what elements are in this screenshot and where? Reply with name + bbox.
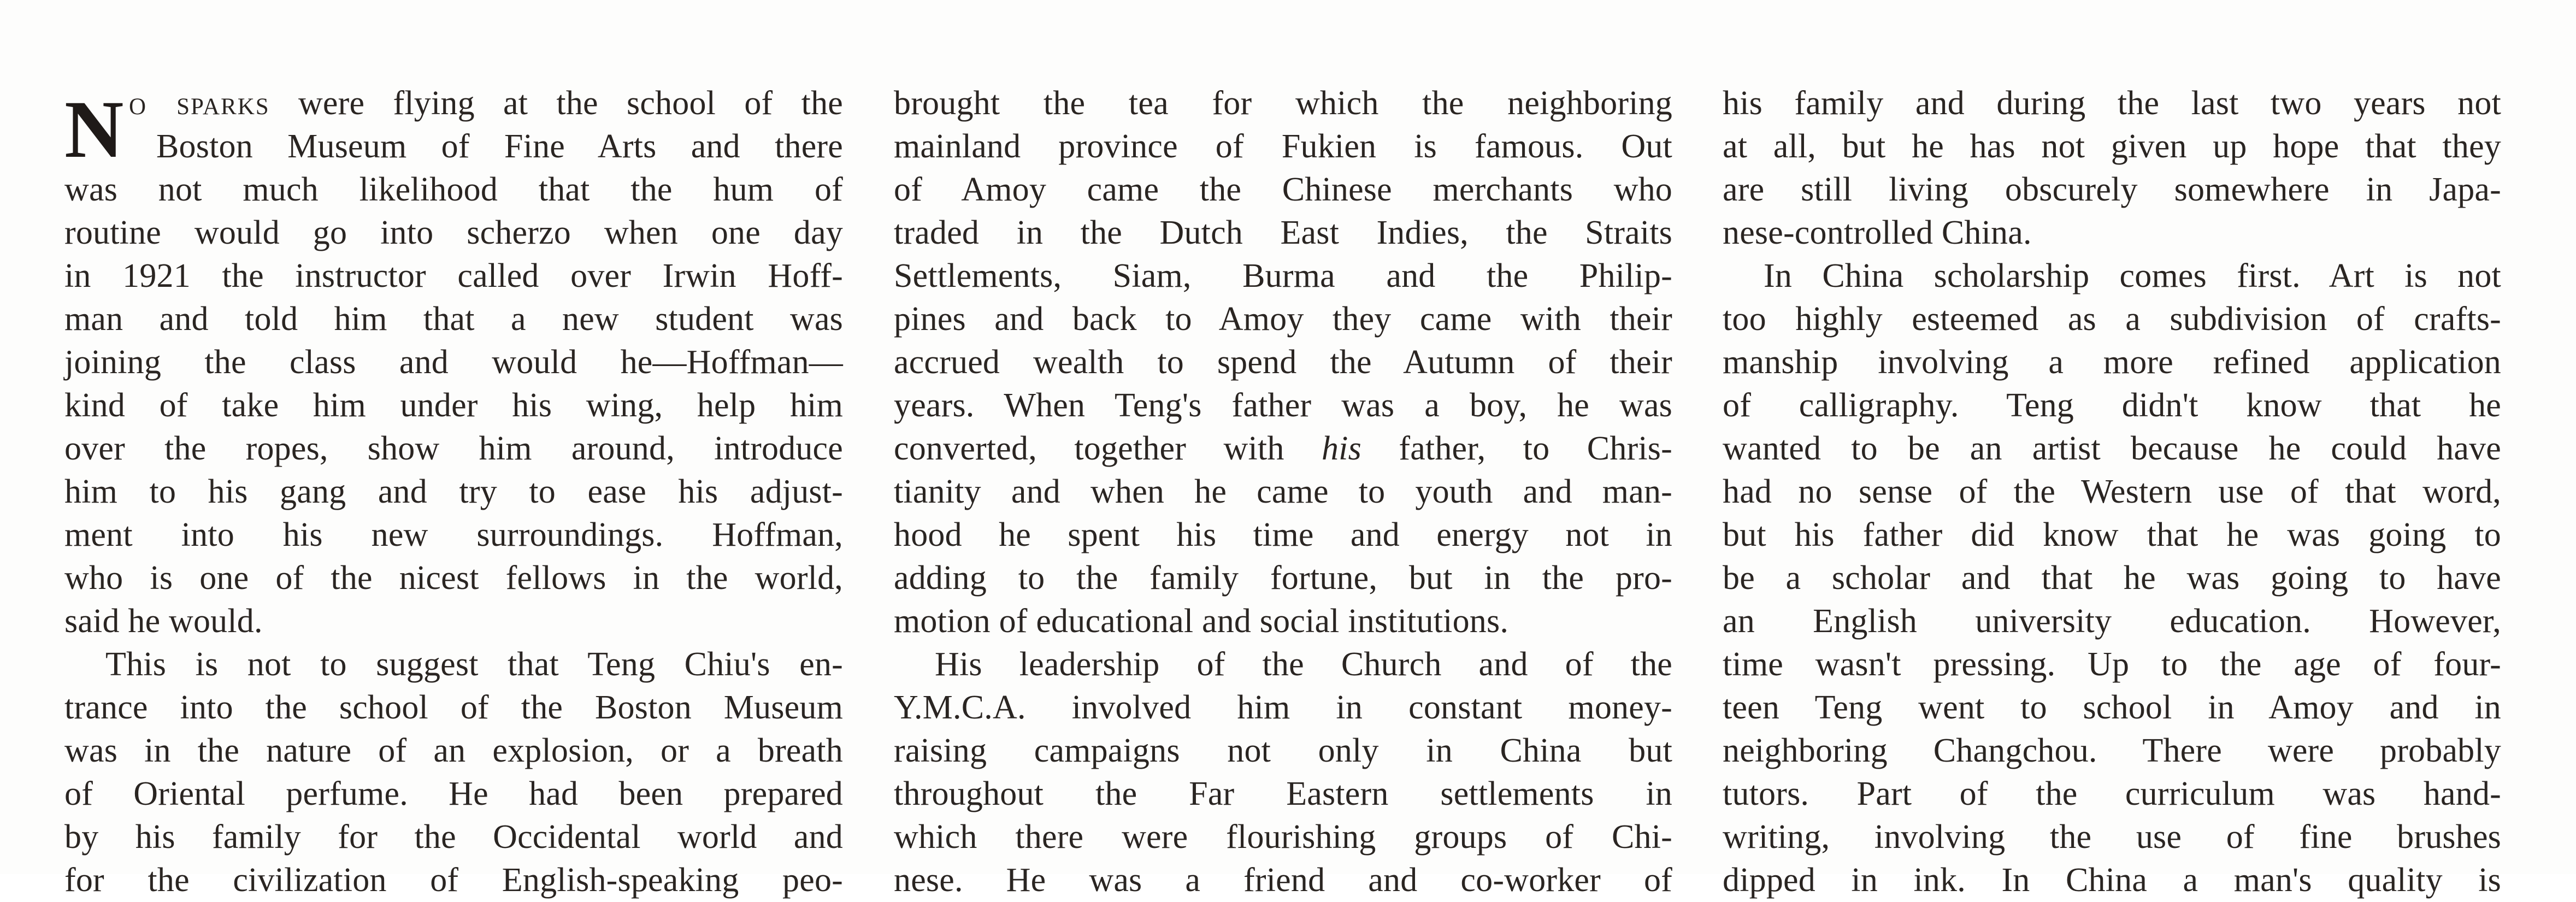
- text-line: but his father did know that he was going to: [1723, 516, 2501, 553]
- text-column-2: [894, 82, 1672, 902]
- text-line: who is one of the nicest fellows in the world,: [64, 559, 843, 597]
- text-line: neighboring Changchou. There were probably: [1723, 732, 2501, 769]
- text-line: accrued wealth to spend the Autumn of their: [894, 344, 1672, 381]
- text-line: man and told him that a new student was: [64, 300, 843, 338]
- text-line: ment into his new surroundings. Hoffman,: [64, 516, 843, 553]
- text-line: N o sparks were flying at the school of the: [64, 84, 843, 175]
- drop-cap: N: [64, 84, 124, 175]
- text-line: In China scholarship comes first. Art is not: [1764, 257, 2501, 294]
- text-line: tutors. Part of the curriculum was hand-: [1723, 775, 2501, 812]
- text-line: his family and during the last two years not: [1723, 85, 2501, 122]
- text-line: throughout the Far Eastern settlements in: [894, 775, 1672, 812]
- text-line: by his family for the Occidental world and: [64, 818, 843, 856]
- text-line: mainland province of Fukien is famous. Out: [894, 128, 1672, 165]
- text-column-1: [64, 82, 843, 902]
- text-line: said he would.: [64, 603, 263, 640]
- text-line: joining the class and would he—Hoffman—: [64, 344, 843, 381]
- text-line: nese-controlled China.: [1723, 214, 2032, 251]
- text-line: adding to the family fortune, but in the pro-: [894, 559, 1672, 597]
- text-line: His leadership of the Church and of the: [935, 646, 1672, 683]
- text-line: traded in the Dutch East Indies, the Straits: [894, 214, 1672, 251]
- text-line: him to his gang and try to ease his adjust-: [64, 473, 843, 510]
- text-line: too highly esteemed as a subdivision of crafts-: [1723, 300, 2501, 338]
- text-line: kind of take him under his wing, help him: [64, 387, 843, 424]
- text-line: of Amoy came the Chinese merchants who: [894, 171, 1672, 208]
- text-line: Settlements, Siam, Burma and the Philip-: [894, 257, 1672, 294]
- text-line: tianity and when he came to youth and man-: [894, 473, 1672, 510]
- text-line: pines and back to Amoy they came with their: [894, 300, 1672, 338]
- text-line: brought the tea for which the neighboring: [894, 85, 1672, 122]
- text-line: had no sense of the Western use of that word,: [1723, 473, 2501, 510]
- text-line: raising campaigns not only in China but: [894, 732, 1672, 769]
- text-line: of calligraphy. Teng didn't know that he: [1723, 387, 2501, 424]
- text-line: Y.M.C.A. involved him in constant money-: [894, 689, 1672, 726]
- text-line: of Oriental perfume. He had been prepared: [64, 775, 843, 812]
- text-line: Boston Museum of Fine Arts and there: [156, 128, 843, 165]
- text-line: nese. He was a friend and co-worker of: [894, 862, 1672, 899]
- text-line: which there were flourishing groups of Chi-: [894, 818, 1672, 856]
- text-line: time wasn't pressing. Up to the age of four-: [1723, 646, 2501, 683]
- text-line: be a scholar and that he was going to have: [1723, 559, 2501, 597]
- text-line: in 1921 the instructor called over Irwin Hoff-: [64, 257, 843, 294]
- text-line: for the civilization of English-speaking peo-: [64, 862, 843, 899]
- text-line: converted, together with his father, to Chris-: [894, 430, 1672, 467]
- text-line: wanted to be an artist because he could have: [1723, 430, 2501, 467]
- text-line: an English university education. However,: [1723, 603, 2501, 640]
- text-line: was in the nature of an explosion, or a breath: [64, 732, 843, 769]
- text-line: writing, involving the use of fine brushes: [1723, 818, 2501, 856]
- text-line: over the ropes, show him around, introduce: [64, 430, 843, 467]
- text-line: This is not to suggest that Teng Chiu's en-: [105, 646, 843, 683]
- text-line: motion of educational and social institutions.: [894, 603, 1509, 640]
- text-line: dipped in ink. In China a man's quality is: [1723, 862, 2501, 899]
- text-line: manship involving a more refined application: [1723, 344, 2501, 381]
- text-line: are still living obscurely somewhere in Japa-: [1723, 171, 2501, 208]
- text-line: years. When Teng's father was a boy, he was: [894, 387, 1672, 424]
- text-line: routine would go into scherzo when one day: [64, 214, 843, 251]
- text-line: was not much likelihood that the hum of: [64, 171, 843, 208]
- text-line: teen Teng went to school in Amoy and in: [1723, 689, 2501, 726]
- text-line: at all, but he has not given up hope that they: [1723, 128, 2501, 165]
- text-column-3: [1723, 82, 2501, 902]
- text-line: hood he spent his time and energy not in: [894, 516, 1672, 553]
- text-line: trance into the school of the Boston Museum: [64, 689, 843, 726]
